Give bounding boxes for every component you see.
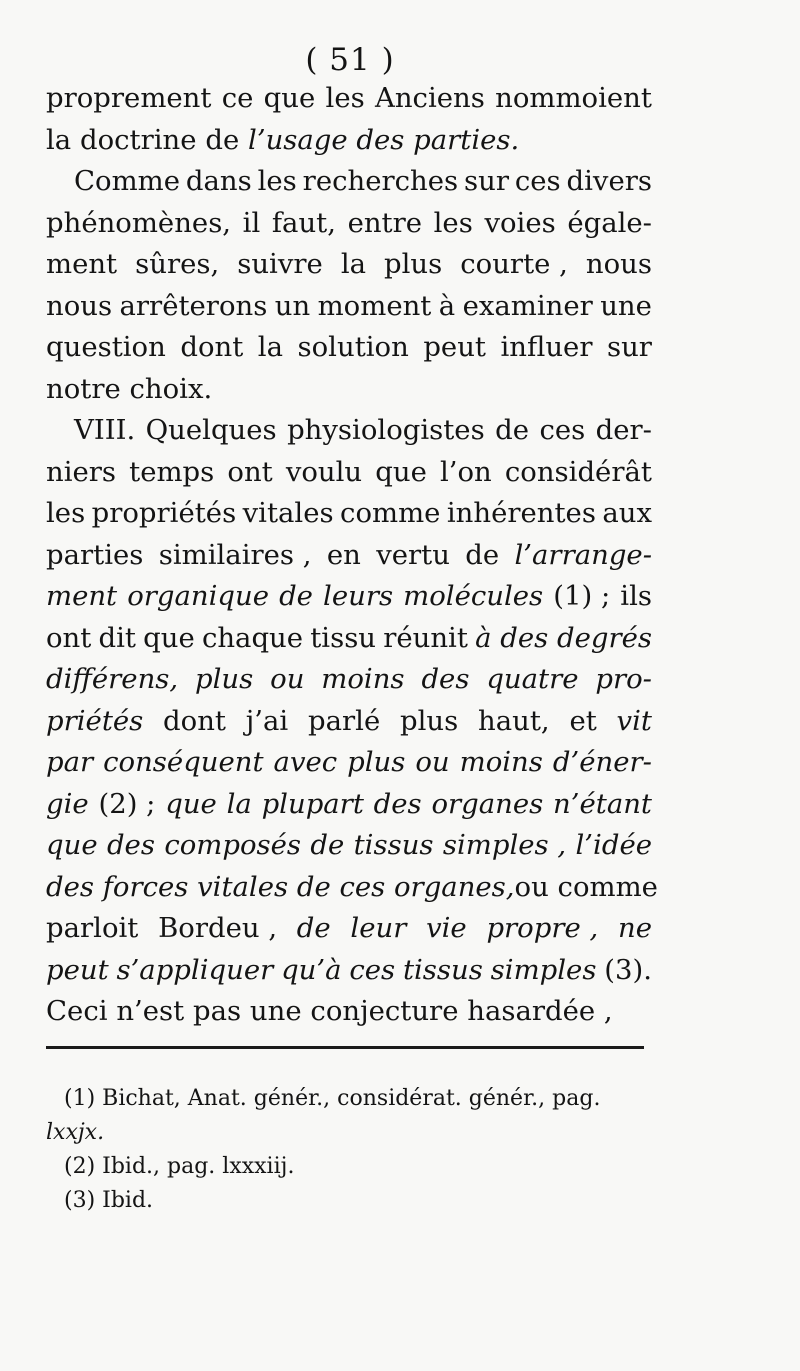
word: la — [340, 248, 367, 280]
word: une — [600, 289, 652, 322]
text-line — [46, 161, 652, 203]
word: j’ai — [245, 704, 289, 737]
word: en — [326, 538, 361, 571]
word: ce — [221, 82, 254, 114]
word: considérât — [504, 455, 652, 488]
word: solution — [297, 331, 409, 363]
word: der- — [595, 414, 652, 446]
word: inhérentes — [446, 497, 596, 529]
word: entre — [347, 206, 423, 239]
word: l’idée — [575, 829, 652, 861]
word: la — [226, 787, 252, 820]
page-number: ( 51 ) — [305, 42, 395, 78]
word: faut, — [271, 206, 336, 239]
word: égale- — [567, 206, 652, 239]
word: l’on — [439, 455, 492, 488]
text-line — [46, 120, 652, 162]
word: Bordeu , — [158, 912, 278, 944]
word: (1) ; — [553, 580, 611, 612]
word: vertu — [376, 538, 450, 571]
word: n’est — [116, 995, 185, 1027]
word: phénomènes, — [46, 206, 232, 239]
text-line — [46, 618, 652, 660]
word: ces — [514, 165, 561, 197]
word: de — [279, 580, 313, 612]
word: par — [46, 746, 94, 778]
word: dans — [185, 165, 252, 197]
footnote: lxxjx. — [46, 1120, 105, 1145]
word: que — [46, 829, 98, 861]
text-line — [46, 410, 652, 452]
word: suivre — [237, 248, 323, 280]
word: tissus — [402, 953, 483, 986]
word: nous — [585, 248, 652, 280]
body-text — [46, 78, 658, 1033]
word: la — [46, 123, 72, 156]
word: avec — [273, 746, 338, 778]
word: que — [143, 621, 195, 654]
footnotes — [46, 1082, 654, 1218]
word: plus — [347, 746, 406, 778]
word: que — [165, 787, 217, 820]
word: organes — [431, 787, 544, 820]
word: aux — [602, 497, 652, 529]
word: propre , — [486, 912, 599, 944]
word: ou comme — [514, 870, 658, 903]
footnote: (1) Bichat, Anat. génér., considérat. génér., pag. — [64, 1086, 601, 1111]
text-line — [46, 493, 652, 535]
word: des — [106, 829, 155, 861]
word: vitales — [242, 497, 334, 529]
word: sur — [606, 331, 652, 363]
word: à des degrés — [475, 621, 652, 654]
word: que — [375, 455, 427, 488]
word: nous — [46, 289, 113, 322]
word: ou — [270, 663, 305, 695]
word: divers — [566, 165, 652, 197]
word: de — [296, 912, 331, 944]
word: ces — [539, 414, 586, 446]
word: arrêterons — [119, 289, 268, 322]
word: (2) ; — [98, 787, 156, 820]
word: des — [421, 663, 470, 695]
word: différens, — [46, 663, 179, 695]
word: de — [310, 829, 345, 861]
word: de — [465, 538, 500, 571]
text-line — [46, 659, 652, 701]
word: des forces vitales de ces organes, — [46, 870, 515, 903]
word: priétés — [46, 704, 144, 737]
word: gie — [46, 787, 89, 820]
word: examiner — [462, 289, 593, 322]
word: (3). — [604, 953, 652, 986]
word: proprement — [46, 82, 212, 114]
word: Quelques — [145, 414, 277, 446]
word: des — [373, 787, 422, 820]
word: s’appliquer — [116, 953, 274, 986]
word: les — [433, 206, 473, 239]
word: voies — [484, 206, 556, 239]
text-line — [46, 203, 652, 245]
word: hasardée , — [467, 995, 613, 1027]
word: sûres, — [135, 248, 220, 280]
word: leurs — [323, 580, 394, 612]
word: moment — [317, 289, 432, 322]
word: similaires , — [158, 538, 312, 571]
text-line — [46, 286, 652, 328]
word: qu’à — [281, 953, 342, 986]
word: ment — [46, 248, 118, 280]
word: vie — [426, 912, 467, 944]
word: VIII. — [74, 414, 136, 446]
word: dont — [163, 704, 226, 737]
word: simples — [490, 953, 597, 986]
word: physiologistes — [287, 414, 485, 446]
word: l’usage des parties. — [248, 123, 520, 156]
word: haut, — [478, 704, 550, 737]
word: un — [274, 289, 311, 322]
word: ont — [227, 455, 273, 488]
word: peut — [46, 953, 109, 986]
word: la — [257, 331, 283, 363]
word: courte , — [460, 248, 568, 280]
word: notre choix. — [46, 372, 213, 405]
word: plupart — [261, 787, 364, 820]
word: ces — [349, 953, 396, 986]
word: simples , — [442, 829, 567, 861]
text-line — [46, 327, 652, 369]
word: leur — [350, 912, 407, 944]
word: parloit — [46, 912, 139, 944]
word: chaque — [201, 621, 304, 654]
word: il — [242, 206, 261, 239]
word: pro- — [595, 663, 652, 695]
word: que — [263, 82, 316, 114]
word: moins — [321, 663, 405, 695]
word: ont — [46, 621, 92, 654]
word: doctrine — [80, 123, 197, 156]
word: les — [257, 165, 297, 197]
text-line — [46, 867, 658, 909]
text-line — [46, 825, 652, 867]
word: parties — [46, 538, 144, 571]
word: nommoient — [495, 82, 652, 114]
text-line — [46, 576, 652, 618]
text-line — [46, 78, 652, 120]
word: molécules — [403, 580, 544, 612]
word: ou — [415, 746, 450, 778]
word: plus — [400, 704, 459, 737]
word: plus — [384, 248, 443, 280]
word: pas — [193, 995, 242, 1027]
word: Anciens — [374, 82, 485, 114]
word: dont — [180, 331, 244, 363]
word: composés — [164, 829, 302, 861]
word: de — [495, 414, 530, 446]
word: une — [249, 995, 302, 1027]
text-line — [46, 742, 652, 784]
word: parlé — [308, 704, 381, 737]
word: d’éner- — [552, 746, 652, 778]
word: réunit — [383, 621, 468, 654]
word: ils — [620, 580, 652, 612]
word: vit — [616, 704, 652, 737]
word: tissu — [310, 621, 377, 654]
footnote-rule — [46, 1046, 644, 1049]
word: Ceci — [46, 995, 108, 1027]
text-line — [46, 950, 652, 992]
word: influer — [500, 331, 593, 363]
word: sur — [464, 165, 509, 197]
word: tissus — [353, 829, 434, 861]
word: et — [569, 704, 597, 737]
word: les — [46, 497, 86, 529]
word: de — [205, 123, 240, 156]
text-line — [46, 244, 652, 286]
footnote: (2) Ibid., pag. lxxxiij. — [64, 1154, 295, 1179]
word: recherches — [302, 165, 459, 197]
word: comme — [340, 497, 441, 529]
text-line — [46, 452, 652, 494]
word: conjecture — [310, 995, 459, 1027]
word: voulu — [285, 455, 363, 488]
footnote: (3) Ibid. — [64, 1188, 154, 1213]
word: propriétés — [91, 497, 237, 529]
word: l’arrange- — [514, 538, 652, 571]
word: moins — [459, 746, 543, 778]
word: dit — [98, 621, 136, 654]
word: question — [46, 331, 166, 363]
word: à — [438, 289, 456, 322]
word: peut — [423, 331, 486, 363]
text-line — [46, 369, 652, 411]
word: niers — [46, 455, 117, 488]
word: n’étant — [553, 787, 652, 820]
text-line — [46, 535, 652, 577]
word: ment — [46, 580, 118, 612]
text-line — [46, 991, 652, 1033]
word: conséquent — [103, 746, 264, 778]
word: quatre — [486, 663, 579, 695]
word: ne — [618, 912, 652, 944]
word: organique — [127, 580, 269, 612]
text-line — [46, 908, 652, 950]
word: temps — [129, 455, 215, 488]
word: Comme — [74, 165, 181, 197]
text-line — [46, 784, 652, 826]
word: les — [325, 82, 365, 114]
word: plus — [195, 663, 254, 695]
text-line — [46, 701, 652, 743]
